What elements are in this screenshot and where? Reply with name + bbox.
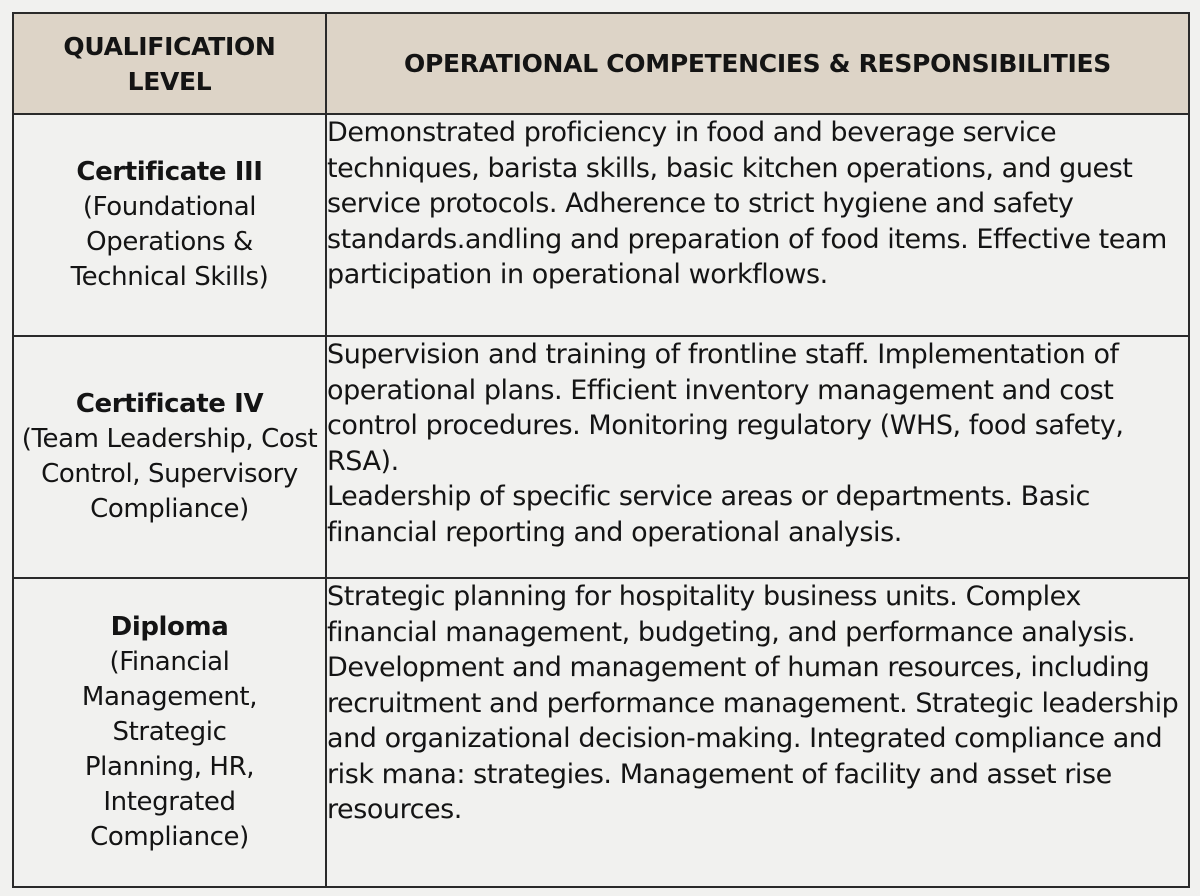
header-competencies: [326, 13, 1189, 114]
description-paragraph: Strategic planning for hospitality business units. Complex financial management, budgeting, and performance analysis. Development and management of human resources, including recruitment and performance management. Strategic leadership and organizational decision-making. Integrated compliance and risk mana: strategies. Management of facility and asset rise resources.: [327, 581, 1179, 825]
table-header-row: [13, 13, 1189, 114]
description-paragraph: Demonstrated proficiency in food and beverage service techniques, barista skills, basic kitchen operations, and guest service protocols. Adherence to strict hygiene and safety standards.andling and preparation of food items. Effective team participation in operational workflows.: [327, 117, 1167, 290]
table-row: [13, 578, 1189, 887]
qualification-table: [12, 12, 1190, 888]
level-cell: [13, 336, 326, 578]
level-cell: [13, 578, 326, 887]
level-name: Certificate III: [76, 157, 263, 187]
level-cell: [13, 114, 326, 336]
level-name: Certificate IV: [75, 389, 264, 419]
level-name: Diploma: [110, 612, 229, 642]
header-qualification-level-label: QUALIFICATION LEVEL: [63, 31, 276, 96]
header-qualification-level: [13, 13, 326, 114]
description-paragraph: Supervision and training of frontline staff. Implementation of operational plans. Efficient inventory management and cost control procedures. Monitoring regulatory (WHS, food safety, RSA).: [327, 339, 1124, 477]
description-cell: [326, 578, 1189, 887]
table-row: [13, 114, 1189, 336]
table-row: [13, 336, 1189, 578]
header-competencies-label: OPERATIONAL COMPETENCIES & RESPONSIBILITIES: [404, 49, 1111, 78]
description-cell: [326, 336, 1189, 578]
level-subtitle: (Financial Management, Strategic Planning, HR, Integrated Compliance): [81, 647, 258, 852]
level-subtitle: (Team Leadership, Cost Control, Supervisory Compliance): [21, 424, 318, 524]
description-cell: [326, 114, 1189, 336]
description-paragraph: Leadership of specific service areas or departments. Basic financial reporting and operational analysis.: [327, 481, 1090, 548]
level-subtitle: (Foundational Operations & Technical Skills): [70, 192, 269, 292]
